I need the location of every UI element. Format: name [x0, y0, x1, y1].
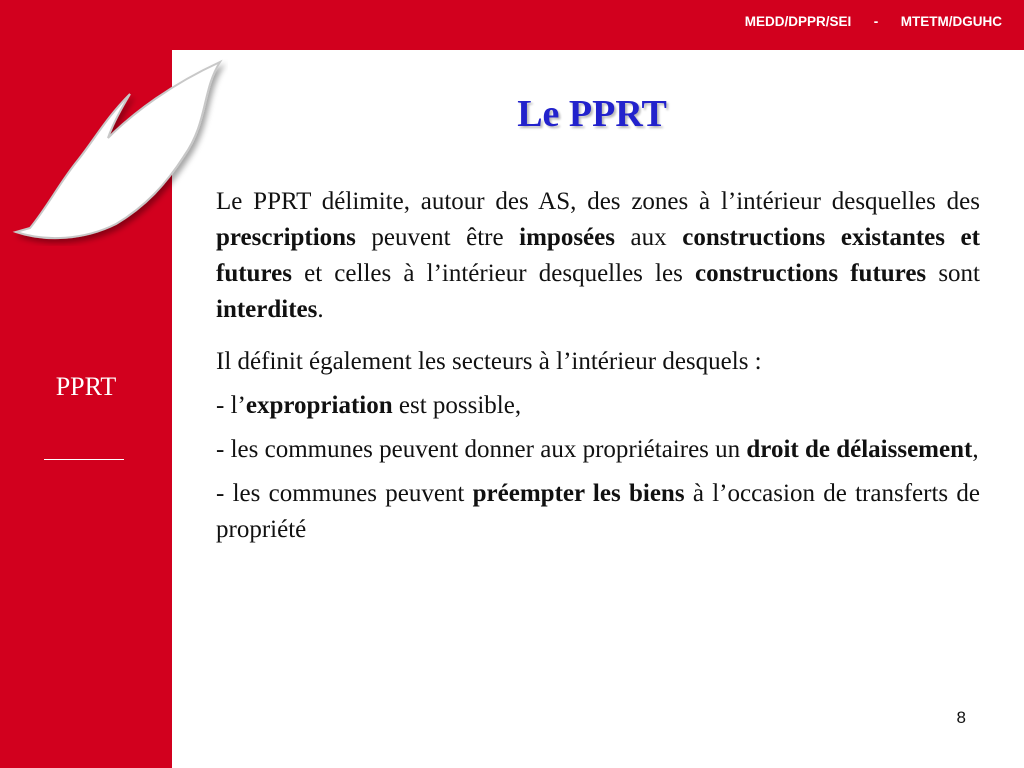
bold-run: constructions futures: [695, 260, 927, 287]
text-run: est possible,: [392, 392, 522, 419]
bold-run: constructions existantes et futures: [216, 224, 980, 287]
list-item: [216, 476, 980, 548]
slide-title: Le PPRT: [517, 93, 667, 135]
text-run: à l’occasion de transferts de propriété: [216, 480, 980, 543]
text-run: sont: [926, 260, 980, 287]
page-number: 8: [956, 708, 966, 727]
header-text: MEDD/DPPR/SEI - MTETM/DGUHC: [744, 14, 1002, 29]
bold-run: préempter les biens: [472, 480, 685, 507]
sidebar-label: PPRT: [55, 372, 117, 401]
list-item: [216, 432, 980, 468]
text-run: peuvent être: [355, 224, 520, 251]
text-run: aux: [614, 224, 683, 251]
text-run: ,: [972, 436, 979, 463]
text-run: .: [317, 296, 324, 323]
sectors-paragraph: Il définit également les secteurs à l’intérieur desquels :: [216, 348, 762, 375]
text-run: - l’: [216, 392, 246, 419]
text-run: Le PPRT délimite, autour des AS, des zones à l’intérieur desquelles des: [216, 188, 980, 215]
bold-run: expropriation: [245, 392, 393, 419]
bold-run: droit de délaissement: [746, 436, 973, 463]
list-item: [216, 388, 980, 424]
sidebar-divider: [44, 459, 124, 460]
slide-body: [216, 184, 980, 548]
text-run: - les communes peuvent: [216, 480, 473, 507]
bold-run: interdites: [216, 296, 318, 323]
leaf-icon: [8, 56, 228, 246]
intro-paragraph: [216, 184, 980, 328]
bold-run: prescriptions: [216, 224, 356, 251]
text-run: et celles à l’intérieur desquelles les: [291, 260, 695, 287]
text-run: - les communes peuvent donner aux propriétaires un: [216, 436, 747, 463]
bold-run: imposées: [519, 224, 615, 251]
